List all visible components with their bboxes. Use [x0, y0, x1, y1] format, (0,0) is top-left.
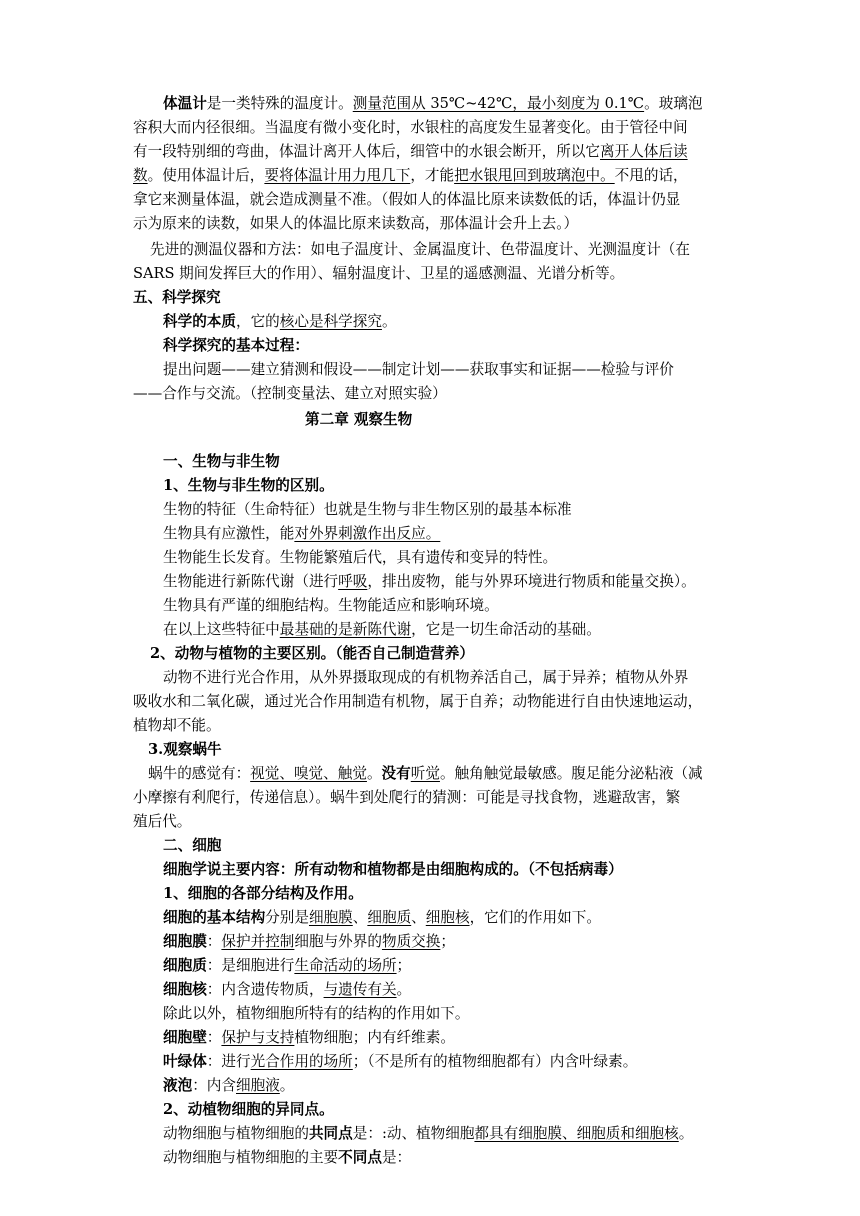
text-segment: 生物能进行新陈代谢（进行 — [163, 573, 339, 590]
text-segment: 蜗牛的感觉有： — [148, 765, 251, 782]
text-segment: ——合作与交流。（控制变量法、建立对照实验） — [133, 385, 447, 402]
text-segment: 吸收水和二氧化碳，通过光合作用制造有机物，属于自养；动物能进行自由快速地运动， — [133, 693, 703, 710]
text-segment: 把水银甩回到玻璃泡中。 — [454, 167, 615, 184]
text-segment: 是：:动、植物细胞 — [352, 1125, 475, 1142]
text-line — [163, 1002, 820, 1026]
text-line — [163, 474, 820, 498]
text-line — [163, 1050, 820, 1074]
text-line — [163, 334, 820, 358]
text-line — [163, 618, 820, 642]
text-line — [133, 382, 820, 406]
text-segment: 。使用体温计后， — [147, 167, 265, 184]
text-line — [133, 262, 820, 286]
text-line — [163, 594, 820, 618]
text-line — [133, 140, 820, 164]
text-segment: 。玻璃泡 — [644, 95, 703, 112]
text-line — [163, 930, 820, 954]
text-segment: 先进的测温仪器和方法：如电子温度计、金属温度计、色带温度计、光测温度计（在 — [150, 241, 690, 258]
text-segment: 听觉 — [410, 765, 440, 782]
text-line — [163, 1098, 820, 1122]
text-line — [163, 882, 820, 906]
text-segment: 细胞与外界的 — [294, 933, 382, 950]
text-line — [305, 408, 820, 432]
text-segment: 离开人体后读 — [600, 143, 688, 160]
text-segment: 是： — [381, 1149, 412, 1166]
text-segment: 。 — [366, 765, 382, 782]
text-segment: ，才能 — [410, 167, 455, 184]
text-line — [133, 212, 820, 236]
text-segment: 生物的特征（生命特征）也就是生物与非生物区别的最基本标准 — [163, 501, 572, 518]
text-line — [133, 690, 820, 714]
text-segment: 细胞液 — [236, 1077, 280, 1094]
text-segment: ： — [206, 1029, 222, 1046]
text-segment: 二、细胞 — [163, 837, 222, 854]
text-segment: 一、生物与非生物 — [163, 453, 280, 470]
text-segment: 与遗传有关 — [323, 981, 397, 998]
text-line — [133, 714, 820, 738]
text-segment: 提出问题——建立猜测和假设——制定计划——获取事实和证据——检验与评价 — [163, 361, 674, 378]
text-segment: 。触角触觉最敏感。腹足能分泌粘液（减 — [439, 765, 703, 782]
text-segment: ：进行 — [206, 1053, 251, 1070]
text-segment: 叶绿体 — [163, 1053, 207, 1070]
text-segment: 细胞壁 — [163, 1029, 207, 1046]
text-segment: 科学的本质 — [163, 313, 236, 330]
text-segment: 测量范围从 35℃~42℃，最小刻度为 0.1℃ — [352, 95, 645, 112]
text-segment: ，它们的作用如下。 — [469, 909, 601, 926]
text-segment: 1、生物与非生物的区别。 — [163, 477, 334, 494]
text-segment: 动物不进行光合作用，从外界摄取现成的有机物养活自己，属于异养；植物从外界 — [163, 669, 689, 686]
text-line — [150, 642, 820, 666]
text-line — [163, 92, 820, 116]
text-segment: 示为原来的读数，如果人的体温比原来读数高，那体温计会升上去。） — [133, 215, 579, 232]
text-segment: 第二章 观察生物 — [305, 411, 413, 428]
text-segment: 除此以外，植物细胞所特有的结构的作用如下。 — [163, 1005, 470, 1022]
text-segment: 细胞的基本结构 — [163, 909, 266, 926]
text-segment: 生物能生长发育。生物能繁殖后代，具有遗传和变异的特性。 — [163, 549, 558, 566]
text-segment: 有一段特别细的弯曲，体温计离开人体后，细管中的水银会断开，所以它 — [133, 143, 601, 160]
text-segment: 要将体温计用力甩几下 — [264, 167, 411, 184]
text-segment: ：内含 — [192, 1077, 236, 1094]
text-segment: 在以上这些特征中 — [163, 621, 280, 638]
text-segment: 共同点 — [308, 1125, 353, 1142]
text-segment: 体温计 — [163, 95, 207, 112]
text-segment: 五、科学探究 — [133, 289, 221, 306]
text-line — [163, 570, 820, 594]
text-segment: 。 — [381, 313, 397, 330]
text-segment: 2、动物与植物的主要区别。（能否自己制造营养） — [150, 645, 474, 662]
text-line — [133, 786, 820, 810]
text-line — [163, 522, 820, 546]
text-segment: 容积大而内径很细。当温度有微小变化时，水银柱的高度发生显著变化。由于管径中间 — [133, 119, 688, 136]
text-line — [163, 546, 820, 570]
text-segment: 1、细胞的各部分结构及作用。 — [163, 885, 363, 902]
text-segment: 2、动植物细胞的异同点。 — [163, 1101, 334, 1118]
text-segment: 细胞膜 — [163, 933, 207, 950]
text-segment: 3.观察蜗牛 — [148, 741, 222, 758]
text-segment: 细胞核 — [163, 981, 207, 998]
text-line — [163, 834, 820, 858]
text-segment: 视觉、嗅觉、触觉 — [250, 765, 367, 782]
text-segment: 动物细胞与植物细胞的主要 — [163, 1149, 339, 1166]
text-segment: 都具有细胞膜、细胞质和细胞核 — [474, 1125, 679, 1142]
text-segment: 保护与支持 — [221, 1029, 295, 1046]
text-segment: 对外界刺激作出反应。 — [294, 525, 441, 542]
text-segment: 光合作用的场所 — [250, 1053, 353, 1070]
text-segment: 最基础的是新陈代谢 — [279, 621, 412, 638]
text-segment: 、 — [352, 909, 368, 926]
text-line — [163, 450, 820, 474]
text-segment: ： — [206, 933, 222, 950]
text-segment: 。 — [396, 981, 412, 998]
text-line — [163, 358, 820, 382]
text-segment: 科学探究的基本过程： — [163, 337, 309, 354]
text-segment: ，排出废物，能与外界环境进行物质和能量交换）。 — [367, 573, 696, 590]
text-segment: 小摩擦有利爬行，传递信息）。蜗牛到处爬行的猜测：可能是寻找食物，逃避敌害，繁 — [133, 789, 681, 806]
text-line — [163, 1146, 820, 1170]
text-line — [148, 762, 820, 786]
text-segment: ； — [396, 957, 412, 974]
text-line — [150, 238, 820, 262]
text-segment: 保护并控制 — [221, 933, 295, 950]
text-segment: ，它的 — [235, 313, 280, 330]
text-line — [163, 666, 820, 690]
text-line — [163, 978, 820, 1002]
text-segment: 细胞质 — [367, 909, 412, 926]
text-segment: ：内含遗传物质， — [206, 981, 324, 998]
text-segment: 。 — [279, 1077, 295, 1094]
text-line — [133, 164, 820, 188]
text-segment: 是一类特殊的温度计。 — [206, 95, 353, 112]
text-segment: 细胞核 — [425, 909, 470, 926]
text-line — [163, 498, 820, 522]
text-segment: 不甩的话， — [614, 167, 688, 184]
text-segment: ；（不是所有的植物细胞都有）内含叶绿素。 — [352, 1053, 638, 1070]
text-segment: 没有 — [381, 765, 411, 782]
text-line — [133, 188, 820, 212]
text-segment: ：是细胞进行 — [206, 957, 295, 974]
text-segment: 拿它来测量体温，就会造成测量不准。（假如人的体温比原来读数低的话，体温计仍显 — [133, 191, 681, 208]
text-segment: 。 — [678, 1125, 694, 1142]
text-segment: 、 — [411, 909, 426, 926]
text-line — [163, 1074, 820, 1098]
text-segment: 数 — [133, 167, 148, 184]
text-segment: 分别是 — [265, 909, 309, 926]
text-line — [163, 1026, 820, 1050]
text-segment: 植物细胞；内有纤维素。 — [294, 1029, 455, 1046]
text-segment: SARS 期间发挥巨大的作用）、辐射温度计、卫星的遥感测温、光谱分析等。 — [133, 265, 625, 282]
text-line — [133, 116, 820, 140]
text-segment: ； — [440, 933, 455, 950]
text-segment: ，它是一切生命活动的基础。 — [411, 621, 601, 638]
text-segment: 核心是科学探究 — [279, 313, 382, 330]
text-line — [163, 1122, 820, 1146]
text-line — [163, 906, 820, 930]
text-line — [163, 310, 820, 334]
text-line — [163, 954, 820, 978]
text-segment: 细胞学说主要内容：所有动物和植物都是由细胞构成的。（不包括病毒） — [163, 861, 623, 878]
text-line — [163, 858, 820, 882]
text-segment: 殖后代。 — [133, 813, 192, 830]
text-segment: 呼吸 — [338, 573, 368, 590]
text-segment: 动物细胞与植物细胞的 — [163, 1125, 309, 1142]
text-segment: 植物却不能。 — [133, 717, 221, 734]
text-segment: 生物具有应激性，能 — [163, 525, 295, 542]
text-segment: 细胞膜 — [308, 909, 353, 926]
text-segment: 细胞质 — [163, 957, 207, 974]
text-segment: 不同点 — [338, 1149, 382, 1166]
text-segment: 物质交换 — [381, 933, 441, 950]
text-line — [133, 810, 820, 834]
text-segment: 生物具有严谨的细胞结构。生物能适应和影响环境。 — [163, 597, 499, 614]
text-segment: 液泡 — [163, 1077, 193, 1094]
text-line — [148, 738, 820, 762]
text-line — [133, 286, 820, 310]
text-segment: 生命活动的场所 — [294, 957, 397, 974]
